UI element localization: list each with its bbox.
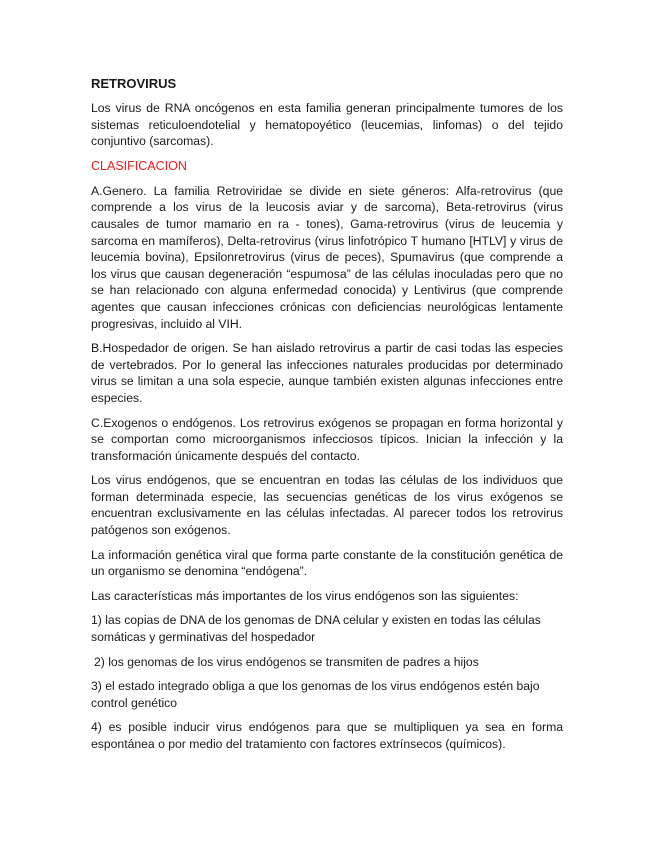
document-body bbox=[91, 75, 563, 761]
paragraph-hospedador: B.Hospedador de origen. Se han aislado retrovirus a partir de casi todas las especies de vertebrados. Por lo general las infecciones naturales producidas por determinado virus se limitan a una sola especie, aunque también existen algunas infecciones entre especies. bbox=[91, 341, 563, 405]
paragraph-caracteristicas: Las características más importantes de los virus endógenos son las siguientes: bbox=[91, 588, 519, 603]
paragraph-exogenos: C.Exogenos o endógenos. Los retrovirus exógenos se propagan en forma horizontal y se comportan como microorganismos infecciosos típicos. Inician la infección y la transformación únicamente después del contacto. bbox=[91, 415, 563, 463]
list-item-1: 1) las copias de DNA de los genomas de DNA celular y existen en todas las células somáticas y germinativas del hospedador bbox=[91, 613, 541, 645]
list-item-3: 3) el estado integrado obliga a que los genomas de los virus endógenos estén bajo control genético bbox=[91, 679, 540, 710]
document-title: RETROVIRUS bbox=[91, 76, 177, 91]
list-item-2: 2) los genomas de los virus endógenos se transmiten de padres a hijos bbox=[94, 654, 479, 669]
intro-paragraph: Los virus de RNA oncógenos en esta familia generan principalmente tumores de los sistemas reticuloendotelial y hematopoyético (leucemias, linfomas) o del tejido conjuntivo (sarcomas). bbox=[91, 101, 563, 149]
list-item-4: 4) es posible inducir virus endógenos para que se multipliquen ya sea en forma espontánea o por medio del tratamiento con factores extrínsecos (químicos). bbox=[91, 720, 563, 751]
paragraph-endogenos: Los virus endógenos, que se encuentran en todas las células de los individuos que forman determinada especie, las secuencias genéticas de los virus exógenos se encuentran exclusivamente en las células infectadas. Al parecer todos los retrovirus patógenos son exógenos. bbox=[91, 473, 563, 538]
paragraph-genero: A.Genero. La familia Retroviridae se divide en siete géneros: Alfa-retrovirus (que comprende a los virus de la leucosis aviar y de sarcoma), Beta-retrovirus (virus causales de tumor mamario en ra - tones), Gama-retrovirus (virus de leucemia y sarcoma en mamíferos), Delta-retrovirus (virus linfotrópico T humano [HTLV] y virus de leucemia bovina), Epsilonretrovirus (virus de peces), Spumavirus (que comprende a los virus que causan degeneración “espumosa” de las células inoculadas pero que no se han relacionado con alguna enfermedad conocida) y Lentivirus (que comprende agentes que causan infecciones crónicas con deficiencias neurológicas lentamente progresivas, incluido al VIH. bbox=[91, 183, 563, 331]
section-heading: CLASIFICACION bbox=[91, 158, 187, 173]
paragraph-informacion: La información genética viral que forma parte constante de la constitución genética de un organismo se denomina “endógena”. bbox=[91, 547, 563, 579]
